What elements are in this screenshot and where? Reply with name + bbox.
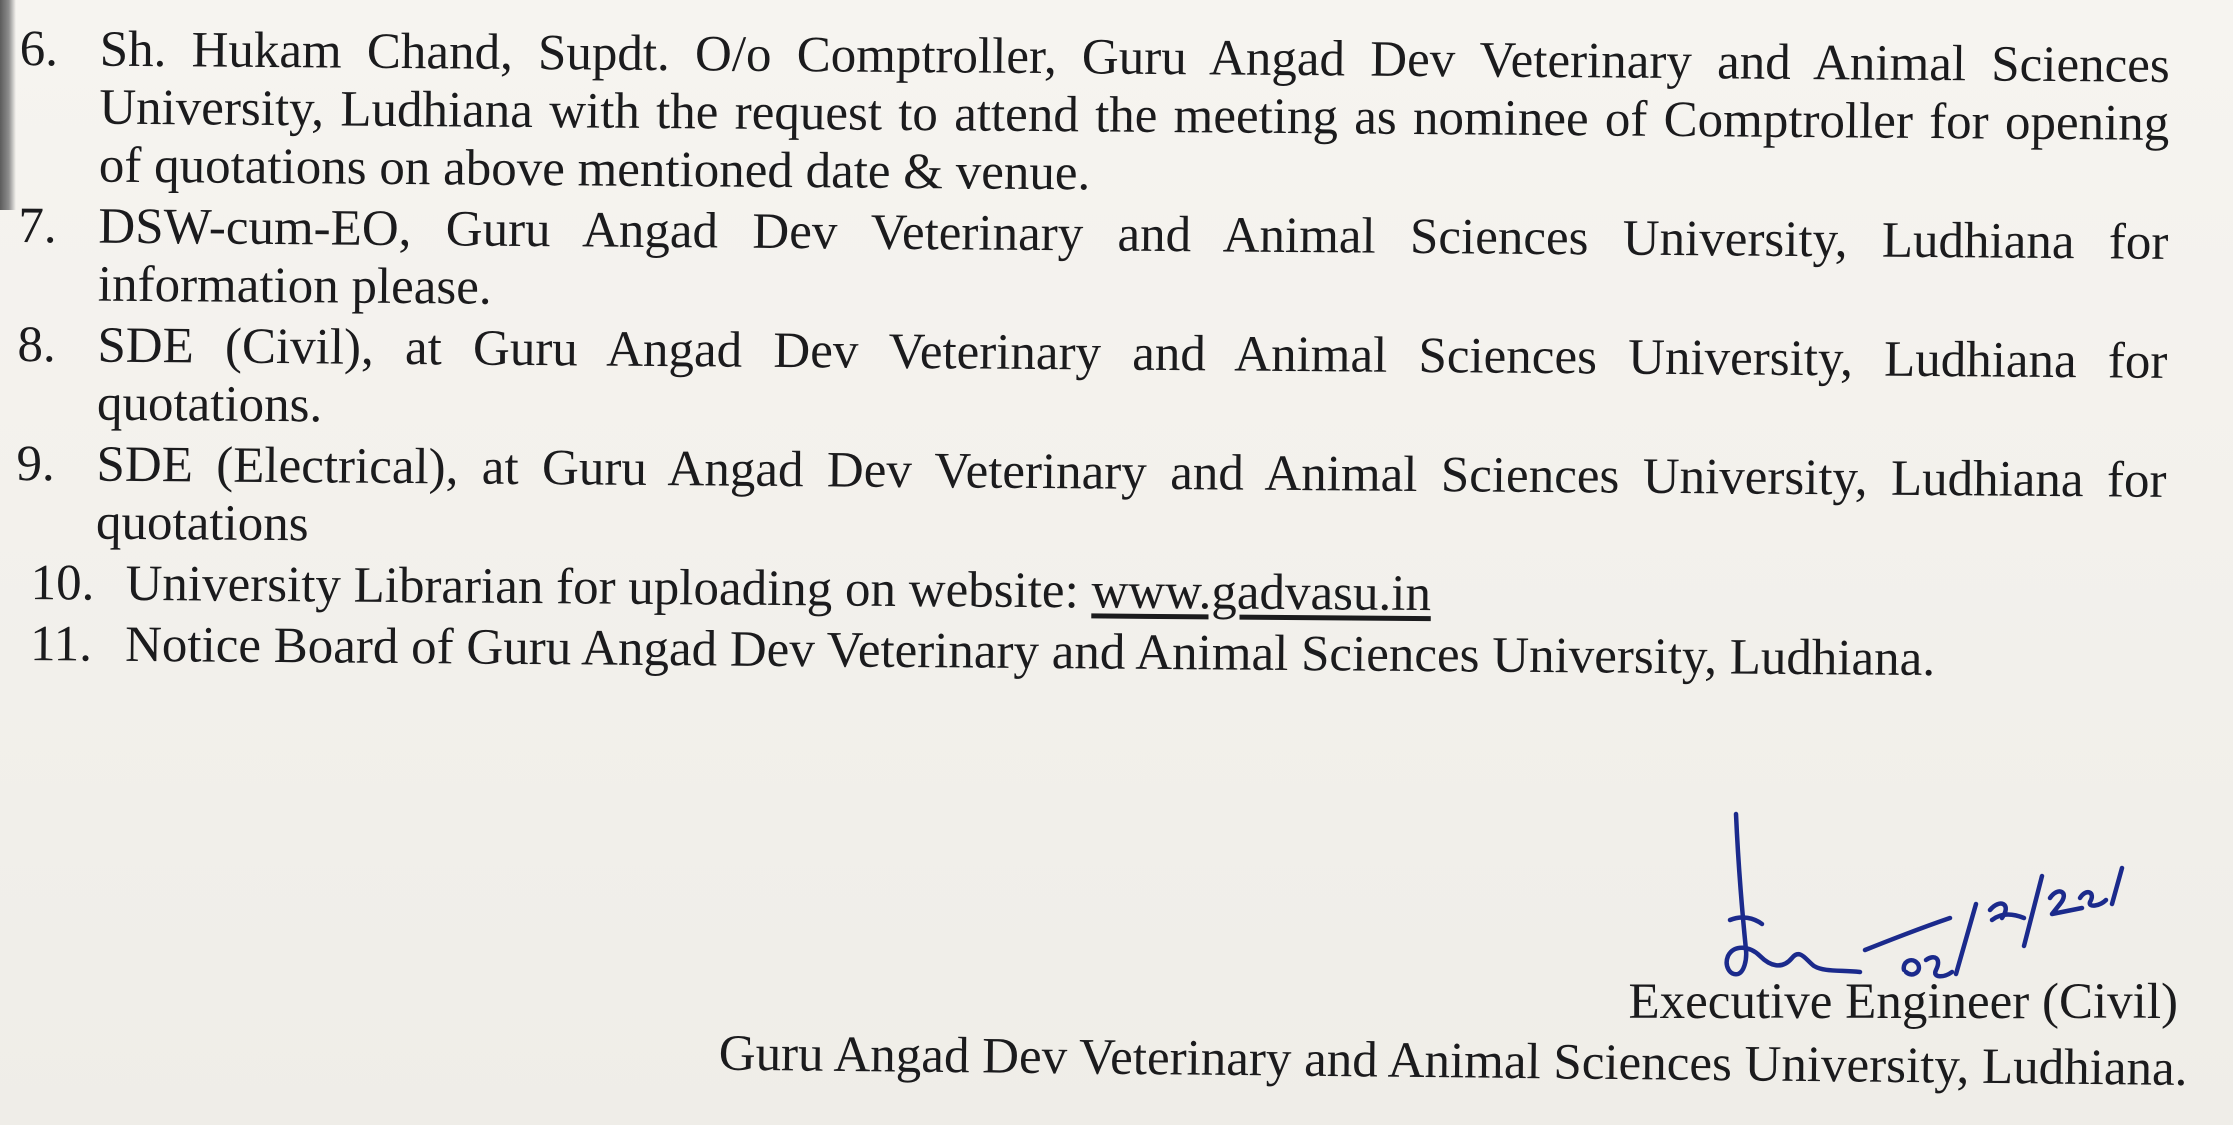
item-number: 9.: [16, 435, 55, 493]
item-text: University Librarian for uploading on website:: [125, 555, 1092, 620]
list-item: [19, 20, 2170, 211]
item-number: 8.: [17, 316, 56, 374]
item-number: 11.: [29, 616, 93, 673]
item-number: 6.: [19, 20, 59, 78]
website-link[interactable]: www.gadvasu.in: [1091, 563, 1432, 623]
item-number: 10.: [30, 555, 95, 612]
list-item: [17, 316, 2168, 449]
list-item: [18, 197, 2169, 330]
signatory-institution: Guru Angad Dev Veterinary and Animal Sciences University, Ludhiana.: [718, 1025, 2188, 1097]
distribution-list: [15, 20, 2170, 690]
item-text: Notice Board of Guru Angad Dev Veterinary and Animal Sciences University, Ludhiana.: [124, 616, 1936, 688]
signatory-designation: Executive Engineer (Civil): [1628, 974, 2178, 1030]
item-text: SDE (Electrical), at Guru Angad Dev Veterinary and Animal Sciences University, Ludhiana for quotations: [95, 436, 2167, 553]
list-item: [16, 435, 2167, 568]
signature-block: [700, 800, 2188, 1120]
page-edge-shadow: [0, 0, 16, 210]
item-text: DSW-cum-EO, Guru Angad Dev Veterinary and Animal Sciences University, Ludhiana for information please.: [97, 198, 2169, 316]
item-text: SDE (Civil), at Guru Angad Dev Veterinary and Animal Sciences University, Ludhiana for quotations.: [96, 317, 2168, 434]
item-text: Sh. Hukam Chand, Supdt. O/o Comptroller, Guru Angad Dev Veterinary and Animal Sciences University, Ludhiana with the request to attend the meeting as nominee of Comptroller for opening of quotations on above mentioned date & venue.: [98, 21, 2170, 202]
item-number: 7.: [18, 197, 57, 255]
distribution-content: [15, 20, 2170, 693]
